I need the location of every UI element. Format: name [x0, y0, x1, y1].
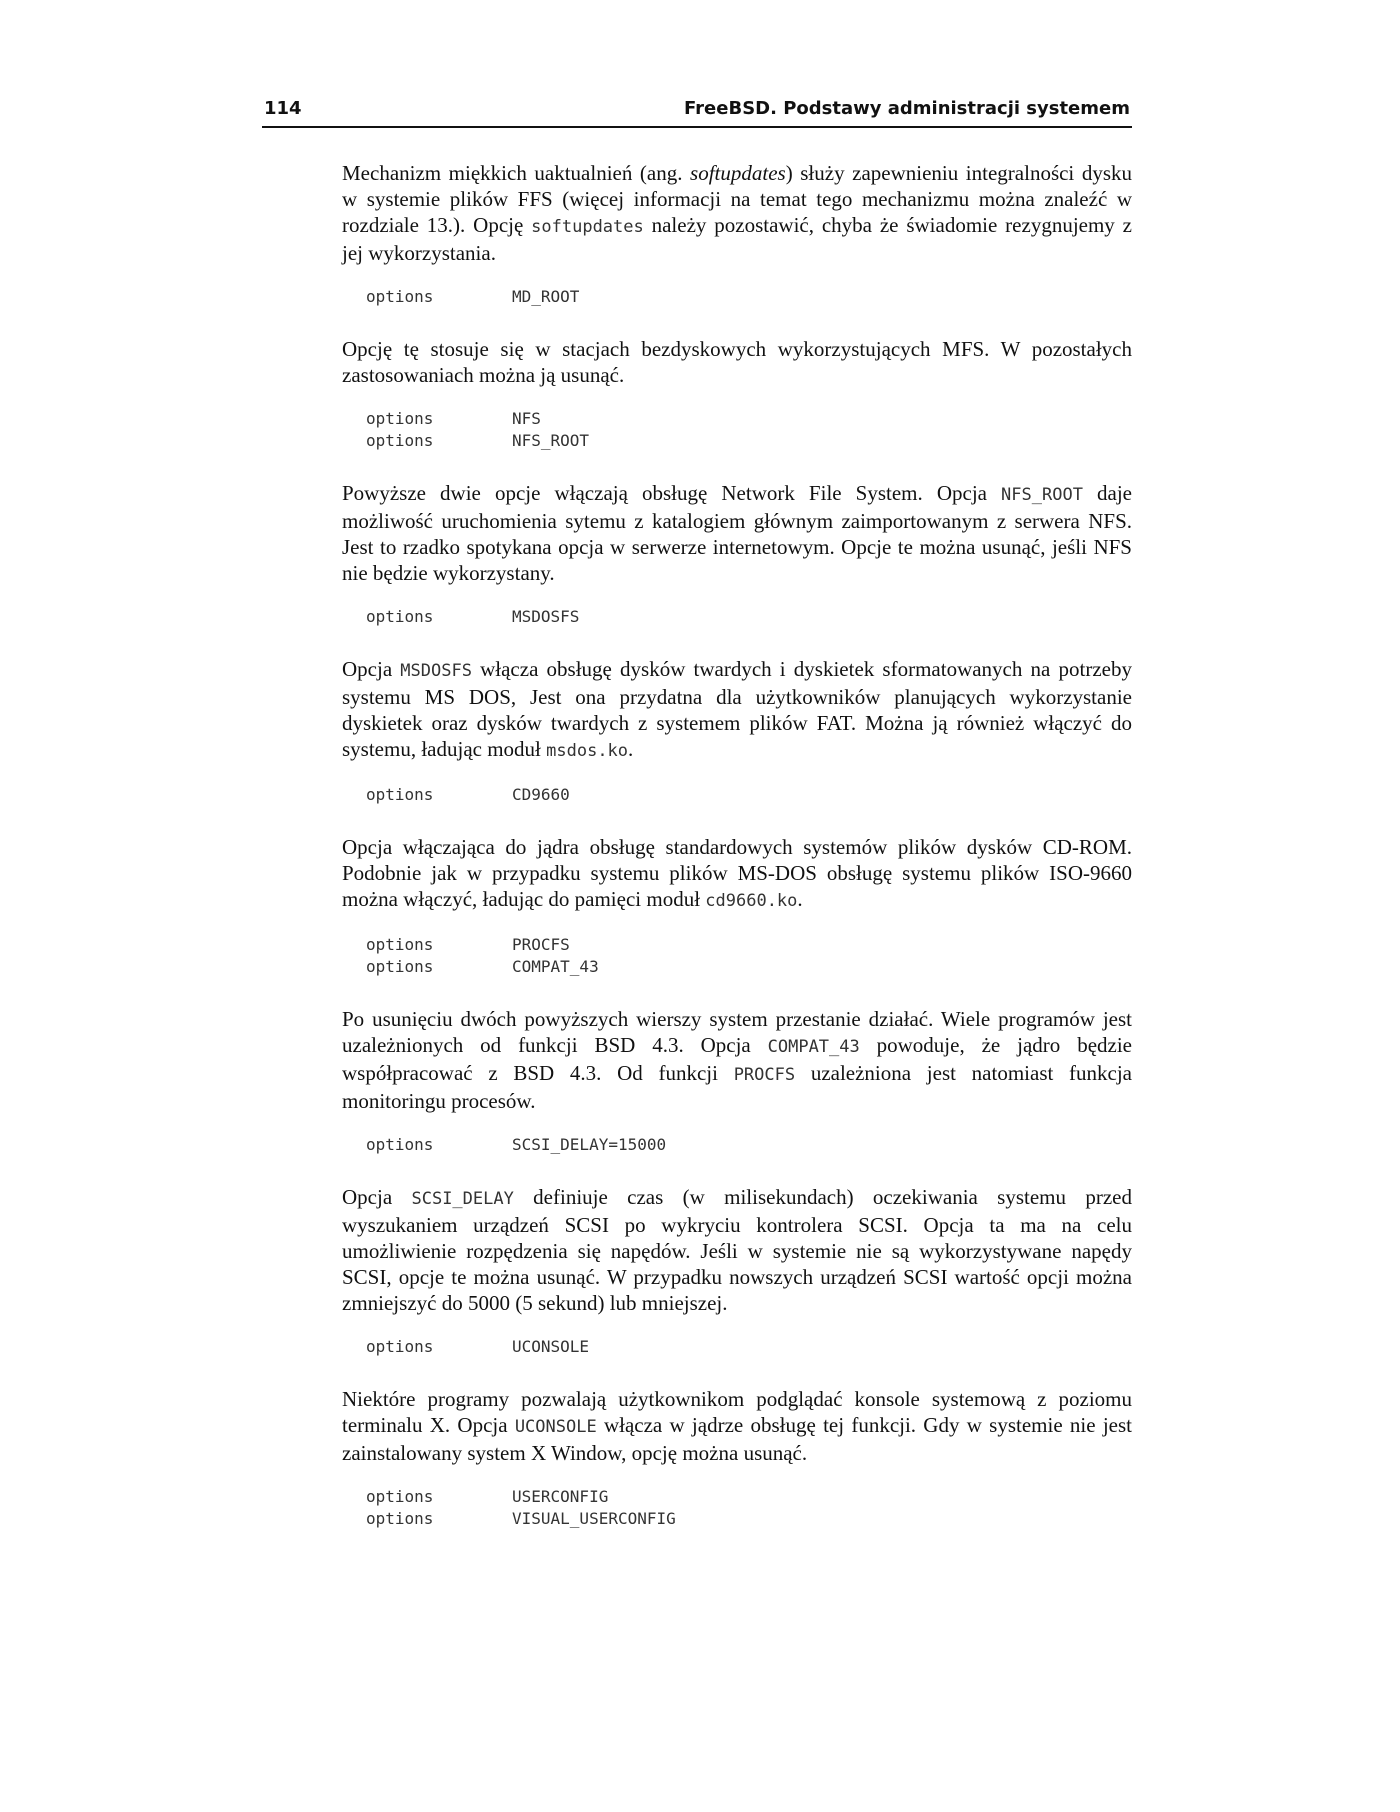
code-block [366, 286, 1132, 308]
text-run: Po usunięciu dwóch powyższych wierszy system przestanie działać. Wiele programów jest uzależnionych od funkcji BSD 4.3. Opcja [342, 1007, 1132, 1057]
code-value: PROCFS [512, 935, 570, 954]
code-keyword: options [366, 935, 434, 954]
body-paragraph [342, 1184, 1132, 1316]
text-run: włącza w jądrze obsługę tej funkcji. Gdy w systemie nie jest zainstalowany system X Window, opcję można usunąć. [342, 1413, 1132, 1465]
code-value: USERCONFIG [512, 1487, 609, 1506]
code-line [366, 430, 1132, 452]
page-body [342, 160, 1132, 1558]
text-run: . [628, 737, 634, 761]
text-run: powoduje, że jądro będzie współpracować z BSD 4.3. Od funkcji [342, 1033, 1132, 1085]
text-run: należy pozostawić, chyba że świadomie rezygnujemy z jej wykorzystania. [342, 213, 1132, 265]
code-line [366, 784, 1132, 806]
text-run: Opcja włączająca do jądra obsługę standardowych systemów plików dysków CD-ROM. Podobnie jak w przypadku systemu plików MS-DOS obsługę systemu plików ISO-9660 można włączyć, ładując do pamięci moduł [342, 835, 1132, 911]
code-line [366, 1134, 1132, 1156]
text-run: Powyższe dwie opcje włączają obsługę Network File System. Opcja [342, 481, 1002, 505]
body-paragraph [342, 1006, 1132, 1114]
inline-code: NFS_ROOT [1001, 485, 1083, 505]
code-block [366, 784, 1132, 806]
code-line [366, 286, 1132, 308]
code-line [366, 1336, 1132, 1358]
code-keyword: options [366, 1337, 434, 1356]
code-value: NFS [512, 409, 541, 428]
code-keyword: options [366, 287, 434, 306]
code-value: MSDOSFS [512, 607, 580, 626]
inline-code: softupdates [531, 217, 644, 237]
inline-code: PROCFS [733, 1065, 796, 1085]
inline-code: cd9660.ko [705, 891, 798, 911]
body-paragraph [342, 656, 1132, 764]
code-keyword: options [366, 1487, 434, 1506]
inline-code: msdos.ko [546, 741, 629, 761]
text-run: Opcja [342, 1185, 412, 1209]
code-block [366, 1134, 1132, 1156]
code-keyword: options [366, 1509, 434, 1528]
body-paragraph [342, 1386, 1132, 1466]
code-block [366, 1336, 1132, 1358]
code-keyword: options [366, 607, 434, 626]
text-run: Opcja [342, 657, 401, 681]
running-title: FreeBSD. Podstawy administracji systemem [684, 98, 1130, 119]
code-value: COMPAT_43 [512, 957, 599, 976]
inline-code: MSDOSFS [400, 661, 472, 681]
code-line [366, 1486, 1132, 1508]
text-run: Mechanizm miękkich uaktualnień (ang. [342, 161, 691, 185]
code-keyword: options [366, 1135, 434, 1154]
code-block [366, 934, 1132, 978]
inline-code: UCONSOLE [514, 1417, 597, 1437]
body-paragraph [342, 160, 1132, 266]
text-run: włącza obsługę dysków twardych i dyskietek sformatowanych na potrzeby systemu MS DOS, Jest ona przydatna dla użytkowników planujących wykorzystanie dyskietek oraz dysków twardych z systemem plików FAT. Można ją również włączyć do systemu, ładując moduł [342, 657, 1132, 761]
running-header [262, 96, 1132, 128]
code-keyword: options [366, 431, 434, 450]
code-value: VISUAL_USERCONFIG [512, 1509, 676, 1528]
code-value: CD9660 [512, 785, 570, 804]
code-line [366, 934, 1132, 956]
code-value: NFS_ROOT [512, 431, 590, 450]
code-value: MD_ROOT [512, 287, 580, 306]
code-line [366, 956, 1132, 978]
code-keyword: options [366, 785, 434, 804]
text-run: definiuje czas (w milisekundach) oczekiwania systemu przed wyszukaniem urządzeń SCSI po wykryciu kontrolera SCSI. Opcja ta ma na celu umożliwienie rozpędzenia się napędów. Jeśli w systemie nie są wykorzystywane napędy SCSI, opcje te można usunąć. W przypadku nowszych urządzeń SCSI wartość opcji można zmniejszyć do 5000 (5 sekund) lub mniejszej. [342, 1185, 1132, 1315]
code-line [366, 408, 1132, 430]
inline-code: COMPAT_43 [767, 1037, 860, 1057]
inline-code: SCSI_DELAY [411, 1189, 514, 1209]
page-number: 114 [264, 98, 302, 119]
italic-term: softupdates [690, 161, 786, 185]
code-keyword: options [366, 957, 434, 976]
body-paragraph [342, 480, 1132, 586]
code-value: SCSI_DELAY=15000 [512, 1135, 667, 1154]
code-line [366, 606, 1132, 628]
code-block [366, 408, 1132, 452]
text-run: Niektóre programy pozwalają użytkownikom podglądać konsole systemową z poziomu terminalu X. Opcja [342, 1387, 1132, 1437]
code-value: UCONSOLE [512, 1337, 590, 1356]
body-paragraph [342, 336, 1132, 388]
text-run: Opcję tę stosuje się w stacjach bezdyskowych wykorzystujących MFS. W pozostałych zastosowaniach można ją usunąć. [342, 337, 1132, 387]
text-run: daje możliwość uruchomienia sytemu z katalogiem głównym zaimportowanym z serwera NFS. Jest to rzadko spotykana opcja w serwerze internetowym. Opcje te można usunąć, jeśli NFS nie będzie wykorzystany. [342, 481, 1132, 585]
body-paragraph [342, 834, 1132, 914]
code-block [366, 1486, 1132, 1530]
code-keyword: options [366, 409, 434, 428]
text-run: uzależniona jest natomiast funkcja monitoringu procesów. [342, 1061, 1132, 1113]
text-run: . [797, 887, 803, 911]
code-block [366, 606, 1132, 628]
code-line [366, 1508, 1132, 1530]
text-run: ) służy zapewnieniu integralności dysku w systemie plików FFS (więcej informacji na temat tego mechanizmu można znaleźć w rozdziale 13.). Opcję [342, 161, 1132, 237]
